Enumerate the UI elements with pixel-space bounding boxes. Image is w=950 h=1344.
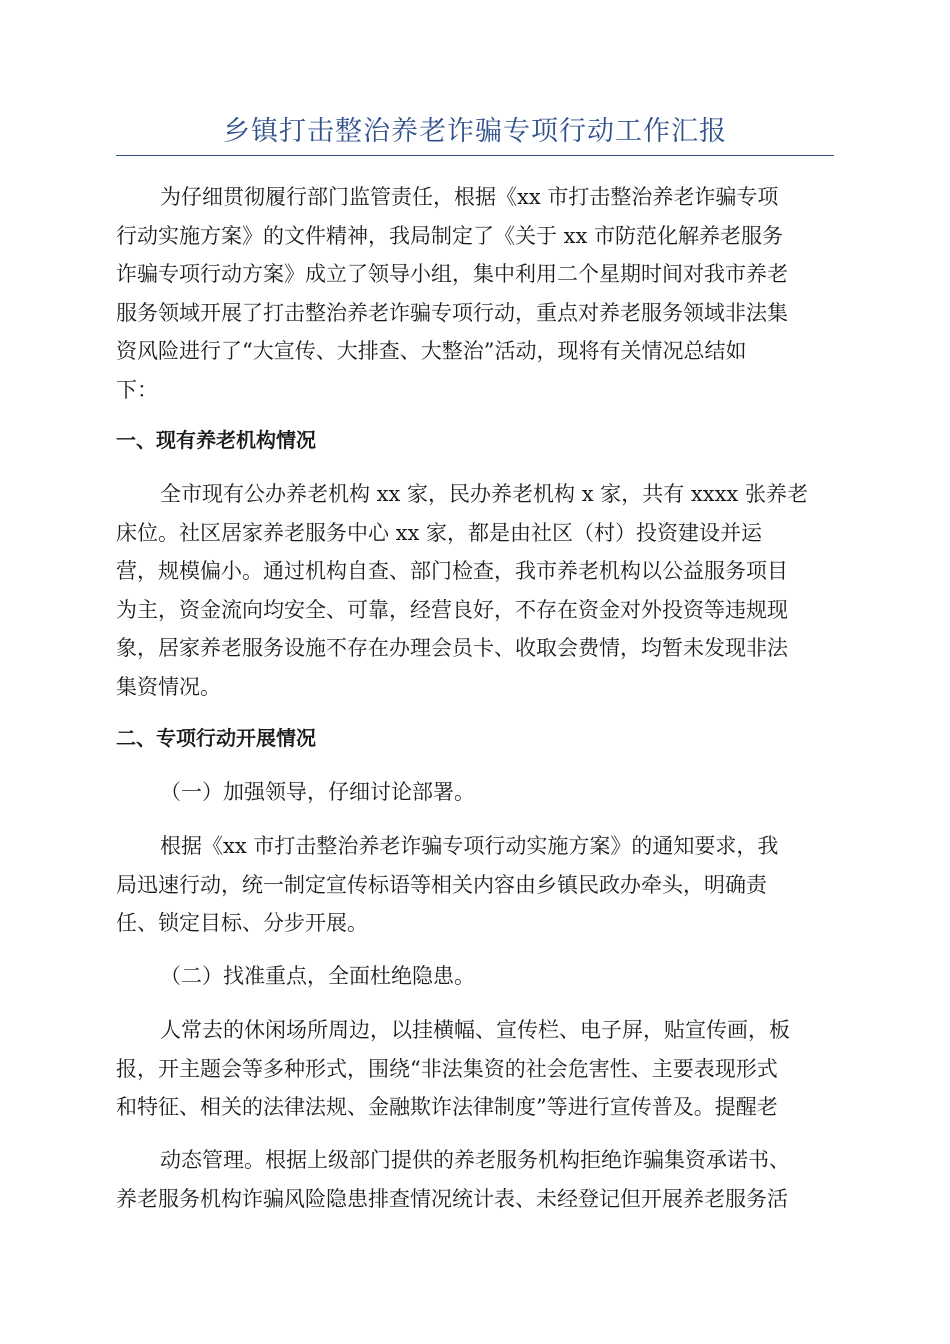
subsection-heading-1: （一）加强领导，仔细讨论部署。 [160, 780, 475, 804]
subsection-heading-2: （二）找准重点，全面杜绝隐患。 [160, 964, 475, 988]
text-line: 养老服务机构诈骗风险隐患排查情况统计表、未经登记但开展养老服务活 [116, 1186, 788, 1211]
sub2-paragraph [116, 1011, 834, 1127]
text-line: 营，规模偏小。通过机构自查、部门检查，我市养老机构以公益服务项目 [116, 559, 788, 583]
text-line: 动态管理。根据上级部门提供的养老服务机构拒绝诈骗集资承诺书、 [160, 1148, 790, 1172]
text-line: 资风险进行了“大宣传、大排查、大整治”活动，现将有关情况总结如 [116, 339, 747, 363]
document-title: 乡镇打击整治养老诈骗专项行动工作汇报 [223, 116, 727, 147]
sub1-paragraph [116, 827, 834, 943]
section1-paragraph [116, 475, 834, 706]
text-line: 服务领域开展了打击整治养老诈骗专项行动，重点对养老服务领域非法集 [116, 300, 788, 325]
text-line: 和特征、相关的法律法规、金融欺诈法律制度”等进行宣传普及。提醒老 [116, 1095, 778, 1119]
title-underline [116, 155, 834, 156]
text-line: 人常去的休闲场所周边，以挂横幅、宣传栏、电子屏，贴宣传画，板 [160, 1018, 790, 1042]
text-line: 为主，资金流向均安全、可靠，经营良好，不存在资金对外投资等违规现 [116, 597, 788, 622]
text-line: 象，居家养老服务设施不存在办理会员卡、收取会费情，均暂未发现非法 [116, 636, 788, 660]
text-line: 任、锁定目标、分步开展。 [116, 911, 368, 935]
section-heading-1: 一、现有养老机构情况 [116, 428, 316, 452]
text-line: 根据《xx 市打击整治养老诈骗专项行动实施方案》的通知要求，我 [160, 834, 779, 858]
text-line: 局迅速行动，统一制定宣传标语等相关内容由乡镇民政办牵头，明确责 [116, 872, 767, 897]
intro-paragraph [116, 178, 834, 409]
text-line: 床位。社区居家养老服务中心 xx 家，都是由社区（村）投资建设并运 [116, 520, 763, 545]
text-line: 报，开主题会等多种形式，围绕“非法集资的社会危害性、主要表现形式 [116, 1056, 778, 1081]
text-line: 诈骗专项行动方案》成立了领导小组，集中利用二个星期时间对我市养老 [116, 262, 788, 286]
section-heading-2: 二、专项行动开展情况 [116, 726, 316, 750]
text-line: 为仔细贯彻履行部门监管责任，根据《xx 市打击整治养老诈骗专项 [160, 185, 779, 209]
text-line: 行动实施方案》的文件精神，我局制定了《关于 xx 市防范化解养老服务 [116, 223, 784, 248]
text-line: 下： [116, 377, 158, 402]
text-line: 全市现有公办养老机构 xx 家，民办养老机构 x 家，共有 xxxx 张养老 [160, 482, 808, 506]
sub3-paragraph [116, 1141, 834, 1218]
text-line: 集资情况。 [116, 674, 221, 699]
